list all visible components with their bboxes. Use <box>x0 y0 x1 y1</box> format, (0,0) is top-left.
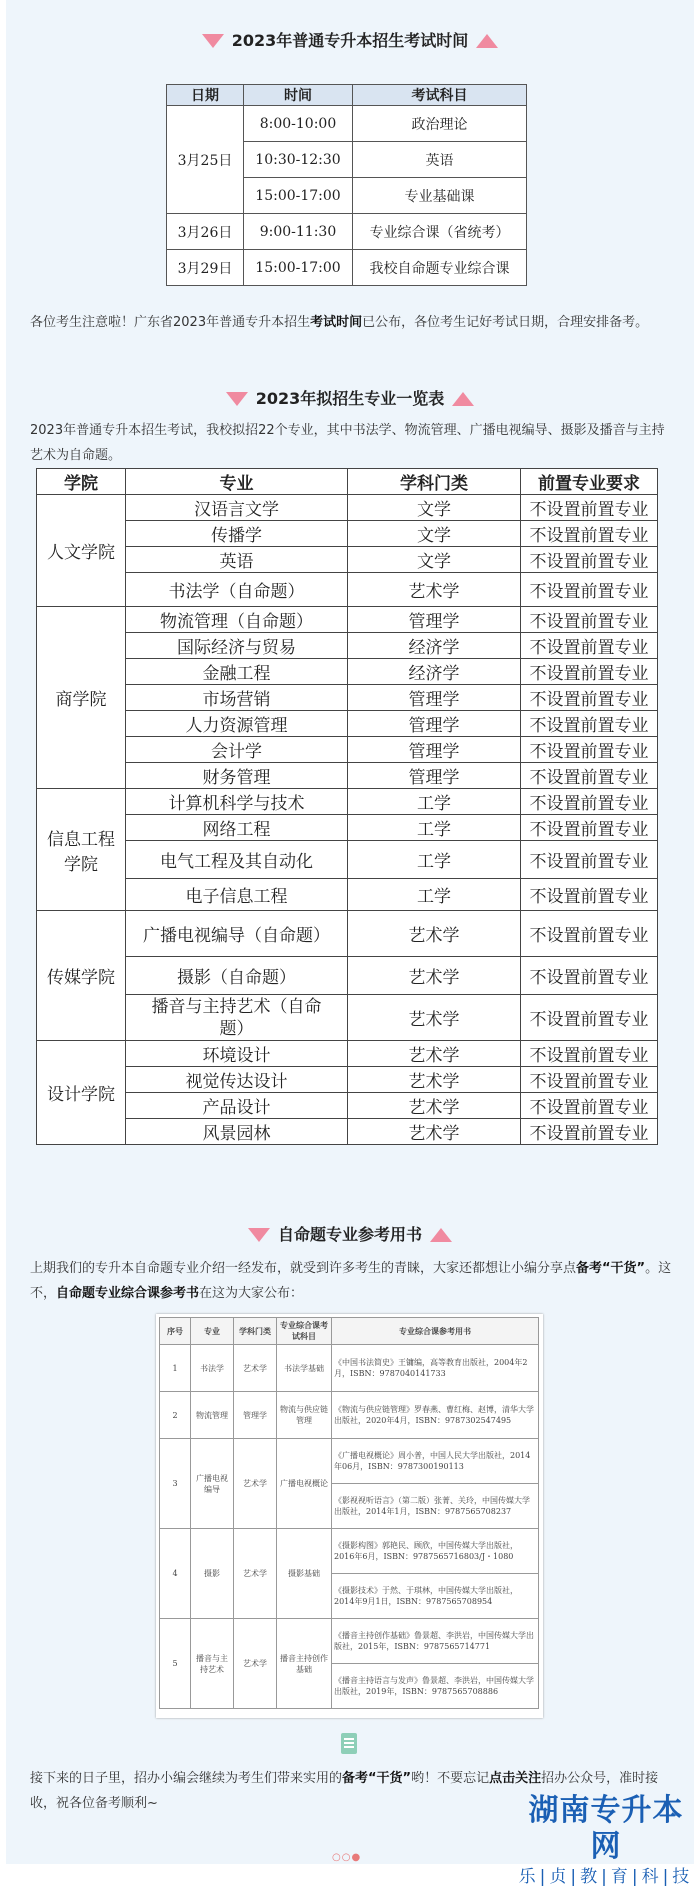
table-row <box>37 495 658 521</box>
col-header-major: 专业 <box>191 1318 234 1345</box>
major-cell: 环境设计 <box>126 1041 348 1067</box>
category-cell: 工学 <box>348 789 521 815</box>
time-cell: 8:00-10:00 <box>244 106 353 142</box>
category-cell: 艺术学 <box>348 1067 521 1093</box>
follow-link[interactable]: 点击关注 <box>489 1771 542 1786</box>
subject-cell: 广播电视概论 <box>277 1439 332 1529</box>
table-row <box>37 995 658 1041</box>
category-cell: 艺术学 <box>348 1093 521 1119</box>
triangle-down-icon <box>248 1228 270 1242</box>
no-cell: 4 <box>160 1529 191 1619</box>
section3-title <box>6 1222 694 1245</box>
table-row <box>167 214 527 250</box>
prereq-cell: 不设置前置专业 <box>521 659 658 685</box>
triangle-up-icon <box>452 392 474 406</box>
col-header-time: 时间 <box>244 85 353 106</box>
col-header-category: 学科门类 <box>348 469 521 495</box>
subject-cell: 英语 <box>353 142 527 178</box>
notice-bold-text: 考试时间 <box>310 315 363 330</box>
prereq-cell: 不设置前置专业 <box>521 911 658 957</box>
table-row <box>37 685 658 711</box>
major-cell: 市场营销 <box>126 685 348 711</box>
exam-schedule-table <box>166 84 527 286</box>
category-cell: 经济学 <box>348 633 521 659</box>
major-cell: 广播电视编导（自命题） <box>126 911 348 957</box>
category-cell: 经济学 <box>348 659 521 685</box>
watermark-name: 湖南专升本网 <box>528 1793 684 1864</box>
table-row <box>37 659 658 685</box>
category-cell: 艺术学 <box>348 911 521 957</box>
category-cell: 管理学 <box>348 763 521 789</box>
triangle-down-icon <box>226 392 248 406</box>
col-header-no: 序号 <box>160 1318 191 1345</box>
major-cell: 书法学 <box>191 1345 234 1392</box>
notice-text: 已公布，各位考生记好考试日期，合理安排备考。 <box>362 315 649 330</box>
col-header-subject: 考试科目 <box>353 85 527 106</box>
intro-bold-text: 自命题专业综合课参考书 <box>56 1286 200 1301</box>
prereq-cell: 不设置前置专业 <box>521 521 658 547</box>
col-header-subject: 专业综合课考试科目 <box>277 1318 332 1345</box>
table-row <box>160 1392 539 1439</box>
table-row <box>37 789 658 815</box>
major-cell: 传播学 <box>126 521 348 547</box>
category-cell: 艺术学 <box>348 957 521 995</box>
triangle-up-icon <box>430 1228 452 1242</box>
watermark-slogan: 乐|贞|教|育|科|技 <box>518 1867 694 1887</box>
table-row <box>160 1345 539 1392</box>
book-cell: 《广播电视概论》周小普，中国人民大学出版社，2014年06月，ISBN：9787300190113 <box>332 1439 539 1484</box>
prereq-cell: 不设置前置专业 <box>521 1119 658 1145</box>
category-cell: 文学 <box>348 547 521 573</box>
category-cell: 管理学 <box>348 711 521 737</box>
prereq-cell: 不设置前置专业 <box>521 607 658 633</box>
prereq-cell: 不设置前置专业 <box>521 711 658 737</box>
section2-title-text: 2023年拟招生专业一览表 <box>255 389 445 408</box>
college-cell: 人文学院 <box>37 495 126 607</box>
subject-cell: 物流与供应链管理 <box>277 1392 332 1439</box>
major-cell: 播音与主持艺术（自命题） <box>126 995 348 1041</box>
category-cell: 艺术学 <box>348 573 521 607</box>
table-row <box>37 1067 658 1093</box>
prereq-cell: 不设置前置专业 <box>521 547 658 573</box>
table-row <box>37 911 658 957</box>
major-cell: 国际经济与贸易 <box>126 633 348 659</box>
table-row <box>37 633 658 659</box>
major-cell: 网络工程 <box>126 815 348 841</box>
exam-notice-paragraph <box>30 310 674 335</box>
major-cell: 计算机科学与技术 <box>126 789 348 815</box>
table-row <box>37 815 658 841</box>
document-icon <box>341 1733 357 1754</box>
table-row <box>37 879 658 911</box>
section1-title <box>6 28 694 51</box>
book-cell: 《影视视听语言》（第二版）张菁、关玲，中国传媒大学出版社，2014年1月，ISBN：9787565708237 <box>332 1484 539 1529</box>
time-cell: 9:00-11:30 <box>244 214 353 250</box>
major-cell: 物流管理（自命题） <box>126 607 348 633</box>
prereq-cell: 不设置前置专业 <box>521 633 658 659</box>
major-cell: 产品设计 <box>126 1093 348 1119</box>
reference-books-table <box>159 1317 539 1709</box>
section1-title-text: 2023年普通专升本招生考试时间 <box>231 31 469 50</box>
prereq-cell: 不设置前置专业 <box>521 1041 658 1067</box>
date-cell: 3月25日 <box>167 106 244 214</box>
category-cell: 艺术学 <box>348 1119 521 1145</box>
subject-cell: 播音主持创作基础 <box>277 1619 332 1709</box>
book-cell: 《播音主持创作基础》鲁景超、李洪岩，中国传媒大学出版社，2015年，ISBN：9787565714771 <box>332 1619 539 1664</box>
col-header-prereq: 前置专业要求 <box>521 469 658 495</box>
no-cell: 1 <box>160 1345 191 1392</box>
table-row <box>37 957 658 995</box>
book-cell: 《物流与供应链管理》罗春燕、曹红梅、赵博，清华大学出版社，2020年4月，ISBN：9787302547495 <box>332 1392 539 1439</box>
intro-text: 。这不， <box>30 1261 672 1301</box>
prereq-cell: 不设置前置专业 <box>521 879 658 911</box>
closing-text: 招办公众号，准时接收，祝各位备考顺利~ <box>30 1771 659 1811</box>
table-row <box>37 573 658 607</box>
category-cell: 管理学 <box>348 737 521 763</box>
triangle-down-icon <box>202 34 224 48</box>
major-cell: 汉语言文学 <box>126 495 348 521</box>
category-cell: 艺术学 <box>348 995 521 1041</box>
subject-cell: 政治理论 <box>353 106 527 142</box>
category-cell: 艺术学 <box>234 1439 277 1529</box>
major-cell: 播音与主持艺术 <box>191 1619 234 1709</box>
category-cell: 工学 <box>348 841 521 879</box>
time-cell: 10:30-12:30 <box>244 142 353 178</box>
closing-text: 哟！不要忘记 <box>411 1771 490 1786</box>
subject-cell: 我校自命题专业综合课 <box>353 250 527 286</box>
table-row <box>37 1041 658 1067</box>
reference-intro-paragraph <box>30 1256 674 1306</box>
no-cell: 5 <box>160 1619 191 1709</box>
major-cell: 会计学 <box>126 737 348 763</box>
major-cell: 风景园林 <box>126 1119 348 1145</box>
major-cell: 电子信息工程 <box>126 879 348 911</box>
table-row <box>37 1119 658 1145</box>
category-cell: 艺术学 <box>348 1041 521 1067</box>
col-header-college: 学院 <box>37 469 126 495</box>
category-cell: 文学 <box>348 521 521 547</box>
major-cell: 摄影（自命题） <box>126 957 348 995</box>
prereq-cell: 不设置前置专业 <box>521 737 658 763</box>
table-row <box>37 547 658 573</box>
major-cell: 广播电视编导 <box>191 1439 234 1529</box>
category-cell: 管理学 <box>348 685 521 711</box>
subject-cell: 专业基础课 <box>353 178 527 214</box>
table-row <box>37 711 658 737</box>
majors-intro-paragraph: 2023年普通专升本招生考试，我校拟招22个专业，其中书法学、物流管理、广播电视编导、摄影及播音与主持艺术为自命题。 <box>30 423 665 463</box>
major-cell: 金融工程 <box>126 659 348 685</box>
prereq-cell: 不设置前置专业 <box>521 685 658 711</box>
table-row <box>167 106 527 142</box>
section3-title-text: 自命题专业参考用书 <box>277 1225 422 1244</box>
time-cell: 15:00-17:00 <box>244 250 353 286</box>
category-cell: 艺术学 <box>234 1345 277 1392</box>
subject-cell: 书法学基础 <box>277 1345 332 1392</box>
book-cell: 《摄影技术》于然、于琪林，中国传媒大学出版社，2014年9月1日，ISBN：9787565708954 <box>332 1574 539 1619</box>
category-cell: 工学 <box>348 815 521 841</box>
prereq-cell: 不设置前置专业 <box>521 1093 658 1119</box>
table-row <box>160 1619 539 1664</box>
major-cell: 摄影 <box>191 1529 234 1619</box>
table-row <box>167 250 527 286</box>
table-row <box>160 1439 539 1484</box>
book-cell: 《播音主持语言与发声》鲁景超、李洪岩，中国传媒大学出版社，2019年，ISBN：9787565708886 <box>332 1664 539 1709</box>
major-cell: 财务管理 <box>126 763 348 789</box>
intro-text: 在这为大家公布： <box>199 1286 304 1301</box>
pager-dots[interactable]: ○○● <box>332 1852 362 1863</box>
no-cell: 3 <box>160 1439 191 1529</box>
subject-cell: 摄影基础 <box>277 1529 332 1619</box>
prereq-cell: 不设置前置专业 <box>521 815 658 841</box>
major-cell: 视觉传达设计 <box>126 1067 348 1093</box>
table-row <box>37 607 658 633</box>
closing-bold-text: 备考“干货” <box>342 1771 412 1786</box>
major-cell: 物流管理 <box>191 1392 234 1439</box>
major-cell: 书法学（自命题） <box>126 573 348 607</box>
prereq-cell: 不设置前置专业 <box>521 789 658 815</box>
category-cell: 艺术学 <box>234 1529 277 1619</box>
prereq-cell: 不设置前置专业 <box>521 957 658 995</box>
prereq-cell: 不设置前置专业 <box>521 1067 658 1093</box>
time-cell: 15:00-17:00 <box>244 178 353 214</box>
prereq-cell: 不设置前置专业 <box>521 763 658 789</box>
major-cell: 英语 <box>126 547 348 573</box>
col-header-date: 日期 <box>167 85 244 106</box>
article-page <box>6 0 694 1887</box>
prereq-cell: 不设置前置专业 <box>521 841 658 879</box>
table-row <box>37 763 658 789</box>
majors-table <box>36 468 658 1145</box>
subject-cell: 专业综合课（省统考） <box>353 214 527 250</box>
category-cell: 工学 <box>348 879 521 911</box>
college-cell: 设计学院 <box>37 1041 126 1145</box>
college-cell: 传媒学院 <box>37 911 126 1041</box>
date-cell: 3月29日 <box>167 250 244 286</box>
intro-text: 上期我们的专升本自命题专业介绍一经发布，就受到许多考生的青睐，大家还都想让小编分享点 <box>30 1261 577 1276</box>
college-cell: 商学院 <box>37 607 126 789</box>
category-cell: 文学 <box>348 495 521 521</box>
category-cell: 艺术学 <box>234 1619 277 1709</box>
notice-text: 各位考生注意啦！广东省2023年普通专升本招生 <box>30 315 311 330</box>
section2-title <box>6 386 694 409</box>
triangle-up-icon <box>476 34 498 48</box>
table-row <box>37 841 658 879</box>
category-cell: 管理学 <box>348 607 521 633</box>
table-row <box>37 737 658 763</box>
table-row <box>37 1093 658 1119</box>
book-cell: 《摄影构图》郭艳民、顾欣，中国传媒大学出版社，2016年6月，ISBN：9787565716803/J・1080 <box>332 1529 539 1574</box>
reference-books-image <box>156 1314 543 1718</box>
closing-text: 接下来的日子里，招办小编会继续为考生们带来实用的 <box>30 1771 343 1786</box>
col-header-major: 专业 <box>126 469 348 495</box>
date-cell: 3月26日 <box>167 214 244 250</box>
col-header-books: 专业综合课参考用书 <box>332 1318 539 1345</box>
table-row <box>160 1529 539 1574</box>
prereq-cell: 不设置前置专业 <box>521 995 658 1041</box>
category-cell: 管理学 <box>234 1392 277 1439</box>
no-cell: 2 <box>160 1392 191 1439</box>
intro-bold-text: 备考“干货” <box>576 1261 646 1276</box>
major-cell: 人力资源管理 <box>126 711 348 737</box>
site-watermark <box>518 1793 694 1889</box>
table-row <box>37 521 658 547</box>
col-header-category: 学科门类 <box>234 1318 277 1345</box>
major-cell: 电气工程及其自动化 <box>126 841 348 879</box>
prereq-cell: 不设置前置专业 <box>521 495 658 521</box>
prereq-cell: 不设置前置专业 <box>521 573 658 607</box>
college-cell: 信息工程学院 <box>37 789 126 911</box>
book-cell: 《中国书法简史》王镛编，高等教育出版社，2004年2月，ISBN：9787040141733 <box>332 1345 539 1392</box>
